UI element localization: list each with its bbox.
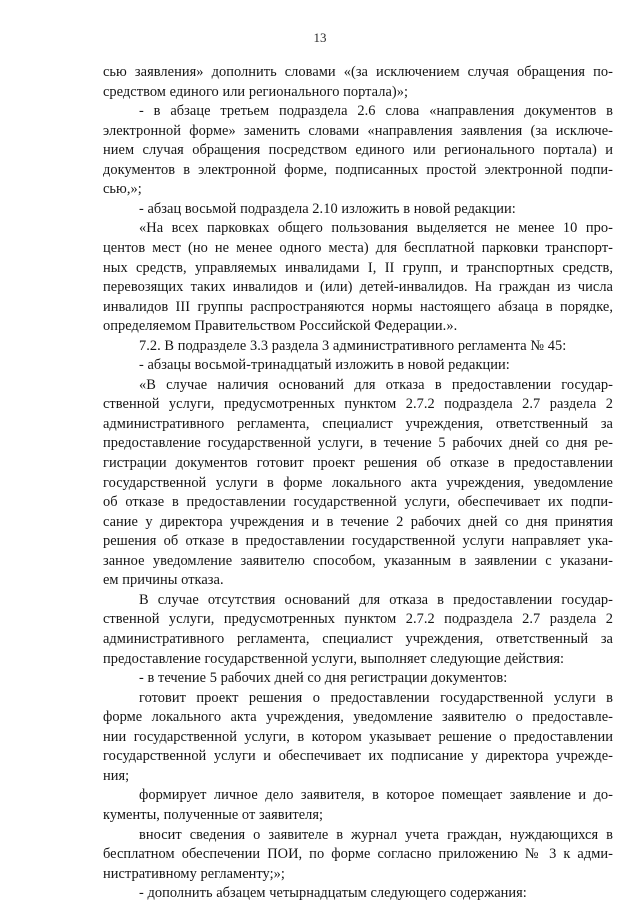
- text-line: сью,»;: [103, 181, 142, 198]
- text-line: ем причины отказа.: [103, 572, 224, 589]
- page-number: 13: [313, 30, 327, 45]
- text-line: - дополнить абзацем четырнадцатым следующего содержания:: [139, 885, 527, 902]
- text-line: нием случая обращения посредством единого или регионального портала) и: [103, 142, 613, 159]
- text-line: ния;: [103, 767, 130, 784]
- text-line: сание у директора учреждения и в течение 2 рабочих дней со дня принятия: [103, 513, 613, 530]
- text-line: сью заявления» дополнить словами «(за исключением случая обращения по-: [103, 64, 613, 80]
- text-line: административного регламента, специалист учреждения, ответственный за: [103, 415, 613, 432]
- text-line: вносит сведения о заявителе в журнал учета граждан, нуждающихся в: [139, 826, 613, 843]
- text-line: форме локального акта учреждения, уведомление заявителю о предоставле-: [103, 709, 613, 726]
- text-line: нии государственной услуги, в котором указывает решение о предоставлении: [103, 728, 613, 745]
- text-line: документов в электронной форме, подписанных простой электронной подпи-: [103, 161, 613, 178]
- text-line: «В случае наличия оснований для отказа в предоставлении государ-: [139, 376, 613, 393]
- text-line: - в абзаце третьем подраздела 2.6 слова «направления документов в: [139, 103, 613, 120]
- text-line: нистративному регламенту;»;: [103, 865, 285, 882]
- text-line: ных средств, управляемых инвалидами I, II групп, и транспортных средств,: [103, 259, 613, 276]
- text-line: кументы, полученные от заявителя;: [103, 806, 324, 823]
- text-line: предоставление государственной услуги, в течение 5 рабочих дней со дня ре-: [103, 435, 613, 452]
- text-line: определяемом Правительством Российской Федерации.».: [103, 318, 458, 335]
- text-line: готовит проект решения о предоставлении государственной услуги в: [139, 689, 613, 706]
- text-line: ственной услуги, предусмотренных пунктом 2.7.2 подраздела 2.7 раздела 2: [103, 396, 613, 413]
- text-line: электронной форме» заменить словами «направления заявления (за исключе-: [103, 122, 613, 139]
- text-line: инвалидов III группы распространяются нормы настоящего абзаца в порядке,: [103, 298, 613, 315]
- text-line: государственной услуги и обеспечивает их подписание у директора учрежде-: [103, 748, 613, 765]
- text-line: средством единого или регионального портала)»;: [103, 83, 409, 100]
- text-line: формирует личное дело заявителя, в которое помещает заявление и до-: [139, 787, 613, 804]
- text-line: перевозящих таких инвалидов и (или) детей-инвалидов. На граждан из числа: [103, 279, 613, 296]
- text-line: В случае отсутствия оснований для отказа в предоставлении государ-: [139, 591, 613, 608]
- text-line: ственной услуги, предусмотренных пунктом 2.7.2 подраздела 2.7 раздела 2: [103, 611, 613, 628]
- text-line: «На всех парковках общего пользования выделяется не менее 10 про-: [139, 220, 613, 237]
- text-line: административного регламента, специалист учреждения, ответственный за: [103, 631, 613, 647]
- text-line: занное уведомление заявителю способом, указанным в заявлении с указани-: [103, 552, 613, 569]
- text-line: решения об отказе в предоставлении государственной услуги направляет ука-: [103, 533, 613, 550]
- text-line: об отказе в предоставлении государственной услуги, обеспечивает их подпи-: [103, 494, 613, 511]
- text-line: - абзац восьмой подраздела 2.10 изложить в новой редакции:: [139, 200, 516, 217]
- text-line: гистрации документов готовит проект решения об отказе в предоставлении: [103, 455, 613, 471]
- text-line: центов мест (но не менее одного места) для бесплатной парковки транспорт-: [103, 240, 613, 256]
- text-line: бесплатном обеспечении ПОИ, по форме согласно приложению № 3 к адми-: [103, 846, 613, 862]
- text-line: - абзацы восьмой-тринадцатый изложить в новой редакции:: [139, 357, 510, 374]
- text-line: 7.2. В подразделе 3.3 раздела 3 административного регламента № 45:: [139, 337, 567, 354]
- text-line: - в течение 5 рабочих дней со дня регистрации документов:: [139, 670, 508, 687]
- text-line: предоставление государственной услуги, выполняет следующие действия:: [103, 650, 565, 667]
- text-line: государственной услуги в форме локального акта учреждения, уведомление: [103, 474, 613, 491]
